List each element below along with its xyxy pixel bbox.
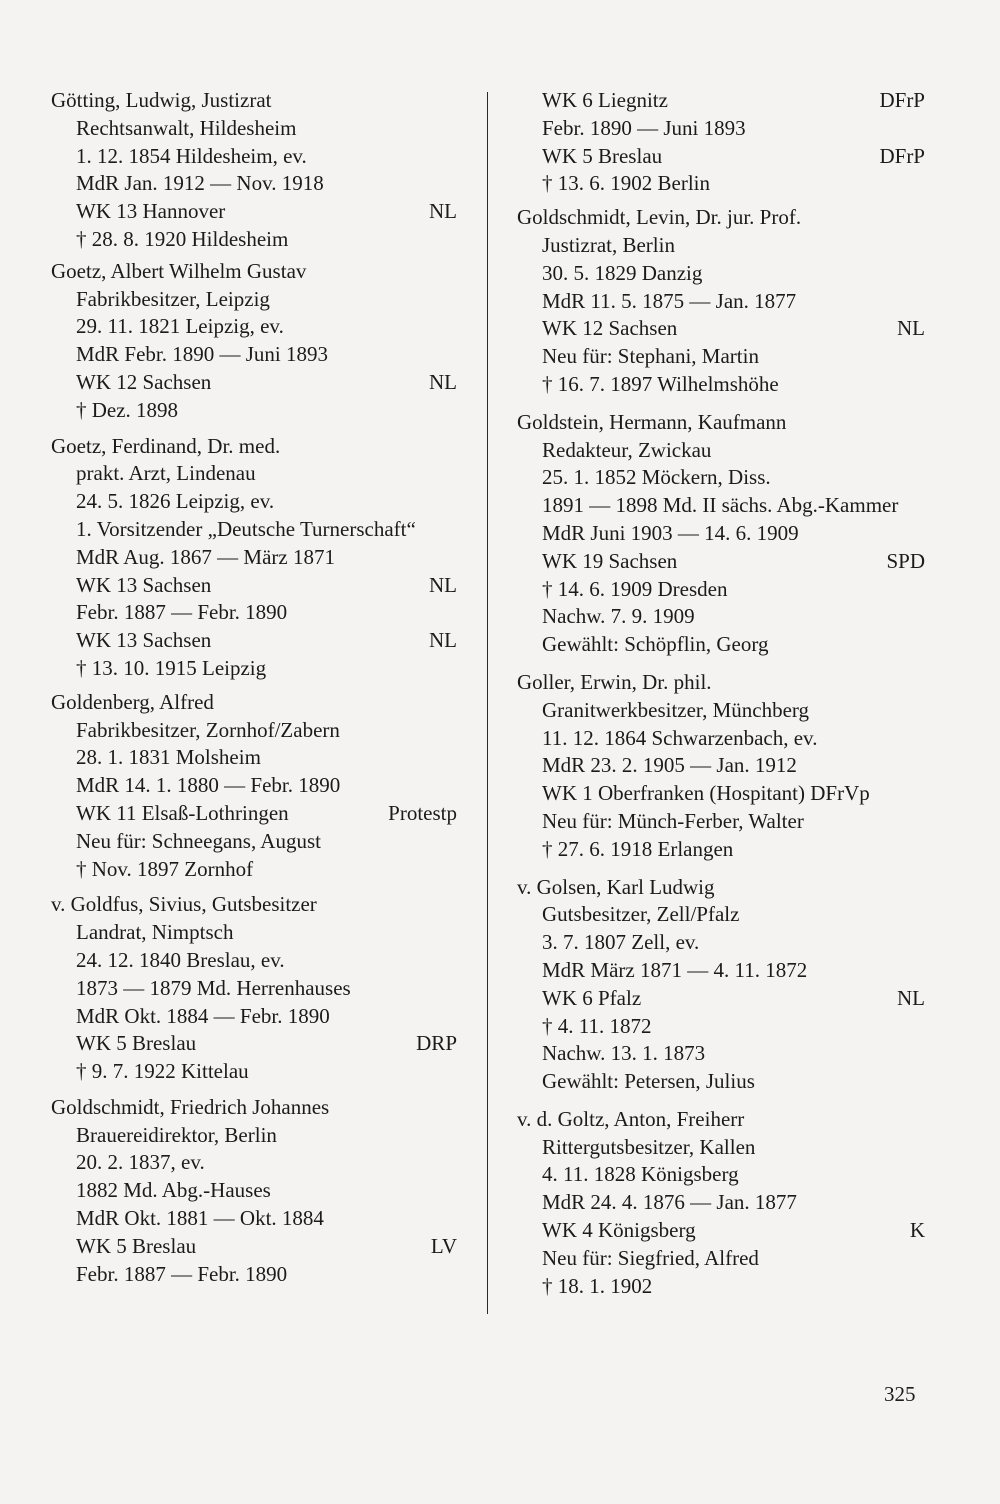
entry-text: Neu für: Stephani, Martin — [542, 344, 759, 369]
biography-entry — [517, 409, 925, 659]
entry-detail-line — [517, 1040, 925, 1068]
party-abbreviation: NL — [897, 985, 925, 1010]
entry-detail-line — [51, 1003, 457, 1031]
entry-detail-line — [51, 488, 457, 516]
entry-detail-line — [517, 725, 925, 753]
biography-entry — [517, 669, 925, 864]
column-divider — [487, 92, 488, 1314]
entry-detail-line — [517, 929, 925, 957]
entry-detail-line — [517, 1189, 925, 1217]
entry-text: Nachw. 7. 9. 1909 — [542, 604, 695, 629]
entry-detail-line — [51, 627, 457, 655]
entry-text: MdR Juni 1903 — 14. 6. 1909 — [542, 520, 799, 545]
entry-detail-line — [51, 800, 457, 828]
entry-text: v. Goldfus, Sivius, Gutsbesitzer — [51, 892, 317, 917]
entry-text: † 27. 6. 1918 Erlangen — [542, 836, 734, 861]
entry-text: † 16. 7. 1897 Wilhelmshöhe — [542, 371, 779, 396]
entry-text: † Dez. 1898 — [76, 397, 179, 422]
entry-text: WK 1 Oberfranken (Hospitant) DFrVp — [542, 781, 870, 806]
entry-name — [517, 874, 925, 902]
entry-text: WK 12 Sachsen — [542, 316, 678, 341]
entry-text: Febr. 1890 — Juni 1893 — [542, 115, 746, 140]
entry-text: MdR Okt. 1884 — Febr. 1890 — [76, 1003, 330, 1028]
entry-detail-line — [517, 548, 925, 576]
entry-text: MdR Febr. 1890 — Juni 1893 — [76, 342, 329, 367]
entry-text: 4. 11. 1828 Königsberg — [542, 1162, 739, 1187]
entry-text: 24. 5. 1826 Leipzig, ev. — [76, 489, 275, 514]
entry-text: † 28. 8. 1920 Hildesheim — [76, 226, 289, 251]
entry-detail-line — [51, 1177, 457, 1205]
entry-name — [517, 1106, 925, 1134]
entry-text: 3. 7. 1807 Zell, ev. — [542, 930, 700, 955]
entry-detail-line — [517, 260, 925, 288]
entry-detail-line — [51, 226, 457, 254]
entry-text: Goldschmidt, Levin, Dr. jur. Prof. — [517, 205, 802, 230]
entry-text: 28. 1. 1831 Molsheim — [76, 745, 261, 770]
party-abbreviation: DFrP — [879, 143, 925, 168]
entry-detail-line — [51, 1058, 457, 1086]
entry-detail-line — [517, 1245, 925, 1273]
entry-name — [51, 87, 457, 115]
biography-entry — [517, 874, 925, 1096]
biography-entry — [51, 1094, 457, 1289]
entry-text: 25. 1. 1852 Möckern, Diss. — [542, 465, 771, 490]
party-abbreviation: NL — [429, 628, 457, 653]
entry-detail-line — [517, 288, 925, 316]
entry-detail-line — [51, 1030, 457, 1058]
entry-detail-line — [517, 315, 925, 343]
entry-detail-line — [51, 1205, 457, 1233]
entry-text: WK 11 Elsaß-Lothringen — [76, 800, 289, 825]
entry-text: Rittergutsbesitzer, Kallen — [542, 1134, 756, 1159]
entry-detail-line — [517, 1273, 925, 1301]
entry-name — [517, 669, 925, 697]
entry-text: 30. 5. 1829 Danzig — [542, 260, 703, 285]
entry-detail-line — [51, 286, 457, 314]
entry-text: 1882 Md. Abg.-Hauses — [76, 1178, 271, 1203]
entry-text: † 4. 11. 1872 — [542, 1013, 652, 1038]
entry-text: v. d. Goltz, Anton, Freiherr — [517, 1106, 745, 1131]
entry-text: 11. 12. 1864 Schwarzenbach, ev. — [542, 725, 818, 750]
entry-detail-line — [51, 143, 457, 171]
entry-text: Granitwerkbesitzer, Münchberg — [542, 697, 810, 722]
entry-text: † Nov. 1897 Zornhof — [76, 856, 254, 881]
party-abbreviation: DRP — [416, 1031, 457, 1056]
entry-text: WK 13 Sachsen — [76, 628, 212, 653]
entry-detail-line — [51, 572, 457, 600]
entry-detail-line — [51, 717, 457, 745]
entry-text: 1891 — 1898 Md. II sächs. Abg.-Kammer — [542, 493, 899, 518]
entry-text: WK 13 Hannover — [76, 199, 226, 224]
entry-text: Brauereidirektor, Berlin — [76, 1122, 277, 1147]
entry-text: Gewählt: Schöpflin, Georg — [542, 632, 769, 657]
entry-text: Gutsbesitzer, Zell/Pfalz — [542, 902, 740, 927]
entry-detail-line — [517, 1068, 925, 1096]
entry-detail-line — [517, 492, 925, 520]
entry-detail-line — [51, 1261, 457, 1289]
entry-text: Goldstein, Hermann, Kaufmann — [517, 409, 787, 434]
entry-text: Goldenberg, Alfred — [51, 689, 214, 714]
entry-text: Fabrikbesitzer, Zornhof/Zabern — [76, 717, 340, 742]
entry-detail-line — [517, 437, 925, 465]
entry-text: 29. 11. 1821 Leipzig, ev. — [76, 314, 284, 339]
entry-detail-line — [517, 1013, 925, 1041]
entry-detail-line — [517, 808, 925, 836]
entry-detail-line — [51, 947, 457, 975]
entry-text: v. Golsen, Karl Ludwig — [517, 874, 715, 899]
biography-entry — [51, 689, 457, 884]
entry-detail-line — [517, 836, 925, 864]
entry-name — [51, 891, 457, 919]
party-abbreviation: NL — [897, 316, 925, 341]
party-abbreviation: NL — [429, 369, 457, 394]
entry-text: WK 19 Sachsen — [542, 548, 678, 573]
entry-text: Neu für: Münch-Ferber, Walter — [542, 808, 804, 833]
party-abbreviation: NL — [429, 199, 457, 224]
entry-text: Nachw. 13. 1. 1873 — [542, 1041, 706, 1066]
party-abbreviation: SPD — [886, 548, 925, 573]
entry-text: Gewählt: Petersen, Julius — [542, 1069, 755, 1094]
left-column — [51, 87, 457, 1288]
entry-text: WK 13 Sachsen — [76, 572, 212, 597]
entry-detail-line — [51, 975, 457, 1003]
biography-entry — [517, 87, 925, 198]
entry-detail-line — [517, 464, 925, 492]
biography-entry — [51, 891, 457, 1086]
entry-text: WK 4 Königsberg — [542, 1218, 696, 1243]
biography-entry — [51, 433, 457, 683]
entry-detail-line — [517, 752, 925, 780]
entry-name — [517, 409, 925, 437]
entry-text: MdR 11. 5. 1875 — Jan. 1877 — [542, 288, 797, 313]
entry-text: Justizrat, Berlin — [542, 232, 675, 257]
entry-text: † 13. 10. 1915 Leipzig — [76, 655, 267, 680]
entry-text: WK 6 Pfalz — [542, 985, 642, 1010]
right-column — [517, 87, 925, 1300]
entry-text: WK 5 Breslau — [542, 143, 663, 168]
entry-name — [51, 433, 457, 461]
entry-text: Goetz, Ferdinand, Dr. med. — [51, 433, 281, 458]
entry-detail-line — [51, 115, 457, 143]
biography-entry — [517, 204, 925, 399]
entry-text: Redakteur, Zwickau — [542, 437, 712, 462]
entry-text: 1. 12. 1854 Hildesheim, ev. — [76, 143, 307, 168]
entry-text: MdR 23. 2. 1905 — Jan. 1912 — [542, 753, 797, 778]
entry-name — [51, 1094, 457, 1122]
entry-text: † 18. 1. 1902 — [542, 1273, 653, 1298]
entry-text: MdR Okt. 1881 — Okt. 1884 — [76, 1206, 324, 1231]
entry-text: Neu für: Siegfried, Alfred — [542, 1245, 759, 1270]
entry-detail-line — [517, 232, 925, 260]
entry-text: Fabrikbesitzer, Leipzig — [76, 286, 270, 311]
entry-text: MdR März 1871 — 4. 11. 1872 — [542, 957, 808, 982]
entry-detail-line — [51, 1233, 457, 1261]
entry-text: Götting, Ludwig, Justizrat — [51, 88, 272, 112]
entry-text: Febr. 1887 — Febr. 1890 — [76, 600, 288, 625]
entry-text: 1873 — 1879 Md. Herrenhauses — [76, 975, 351, 1000]
entry-text: WK 6 Liegnitz — [542, 88, 668, 112]
entry-text: prakt. Arzt, Lindenau — [76, 461, 256, 486]
entry-name — [51, 689, 457, 717]
entry-text: MdR 24. 4. 1876 — Jan. 1877 — [542, 1190, 797, 1215]
entry-detail-line — [517, 87, 925, 115]
entry-detail-line — [517, 520, 925, 548]
entry-text: † 9. 7. 1922 Kittelau — [76, 1059, 249, 1084]
page-number: 325 — [884, 1382, 916, 1406]
entry-detail-line — [51, 313, 457, 341]
entry-text: Goldschmidt, Friedrich Johannes — [51, 1094, 330, 1119]
entry-text: WK 12 Sachsen — [76, 369, 212, 394]
biography-entry — [51, 258, 457, 425]
entry-detail-line — [51, 397, 457, 425]
party-abbreviation: Protestp — [388, 800, 457, 825]
entry-detail-line — [51, 460, 457, 488]
biography-entry — [51, 87, 457, 254]
entry-detail-line — [51, 198, 457, 226]
entry-text: Febr. 1887 — Febr. 1890 — [76, 1261, 288, 1286]
entry-detail-line — [517, 1134, 925, 1162]
entry-detail-line — [517, 576, 925, 604]
party-abbreviation: K — [909, 1218, 925, 1243]
entry-detail-line — [517, 901, 925, 929]
entry-detail-line — [517, 1217, 925, 1245]
entry-text: 1. Vorsitzender „Deutsche Turnerschaft“ — [76, 516, 416, 541]
entry-text: 24. 12. 1840 Breslau, ev. — [76, 947, 285, 972]
entry-text: WK 5 Breslau — [76, 1233, 197, 1258]
entry-detail-line — [517, 780, 925, 808]
biography-entry — [517, 1106, 925, 1301]
entry-detail-line — [517, 343, 925, 371]
entry-name — [517, 204, 925, 232]
entry-detail-line — [517, 985, 925, 1013]
entry-text: 20. 2. 1837, ev. — [76, 1150, 205, 1175]
entry-detail-line — [51, 856, 457, 884]
entry-text: Rechtsanwalt, Hildesheim — [76, 115, 297, 140]
entry-detail-line — [51, 516, 457, 544]
entry-detail-line — [51, 1149, 457, 1177]
entry-detail-line — [51, 341, 457, 369]
entry-detail-line — [517, 170, 925, 198]
entry-text: Goetz, Albert Wilhelm Gustav — [51, 258, 307, 283]
entry-text: MdR Aug. 1867 — März 1871 — [76, 544, 335, 569]
entry-text: † 13. 6. 1902 Berlin — [542, 171, 710, 196]
entry-text: Landrat, Nimptsch — [76, 920, 234, 945]
entry-text: MdR Jan. 1912 — Nov. 1918 — [76, 171, 324, 196]
entry-text: Goller, Erwin, Dr. phil. — [517, 669, 712, 694]
entry-detail-line — [51, 772, 457, 800]
entry-text: MdR 14. 1. 1880 — Febr. 1890 — [76, 773, 341, 798]
entry-detail-line — [517, 631, 925, 659]
entry-detail-line — [51, 369, 457, 397]
entry-detail-line — [51, 828, 457, 856]
entry-detail-line — [517, 603, 925, 631]
entry-detail-line — [517, 115, 925, 143]
entry-detail-line — [517, 697, 925, 725]
entry-text: † 14. 6. 1909 Dresden — [542, 576, 728, 601]
entry-detail-line — [517, 957, 925, 985]
party-abbreviation: LV — [430, 1233, 457, 1258]
entry-detail-line — [517, 1161, 925, 1189]
party-abbreviation: DFrP — [879, 88, 925, 112]
entry-detail-line — [51, 1122, 457, 1150]
entry-detail-line — [51, 599, 457, 627]
entry-detail-line — [51, 170, 457, 198]
entry-text: Neu für: Schneegans, August — [76, 828, 321, 853]
entry-detail-line — [517, 143, 925, 171]
entry-text: WK 5 Breslau — [76, 1031, 197, 1056]
entry-detail-line — [51, 544, 457, 572]
entry-detail-line — [51, 744, 457, 772]
entry-detail-line — [51, 655, 457, 683]
entry-detail-line — [517, 371, 925, 399]
party-abbreviation: NL — [429, 572, 457, 597]
entry-name — [51, 258, 457, 286]
entry-detail-line — [51, 919, 457, 947]
